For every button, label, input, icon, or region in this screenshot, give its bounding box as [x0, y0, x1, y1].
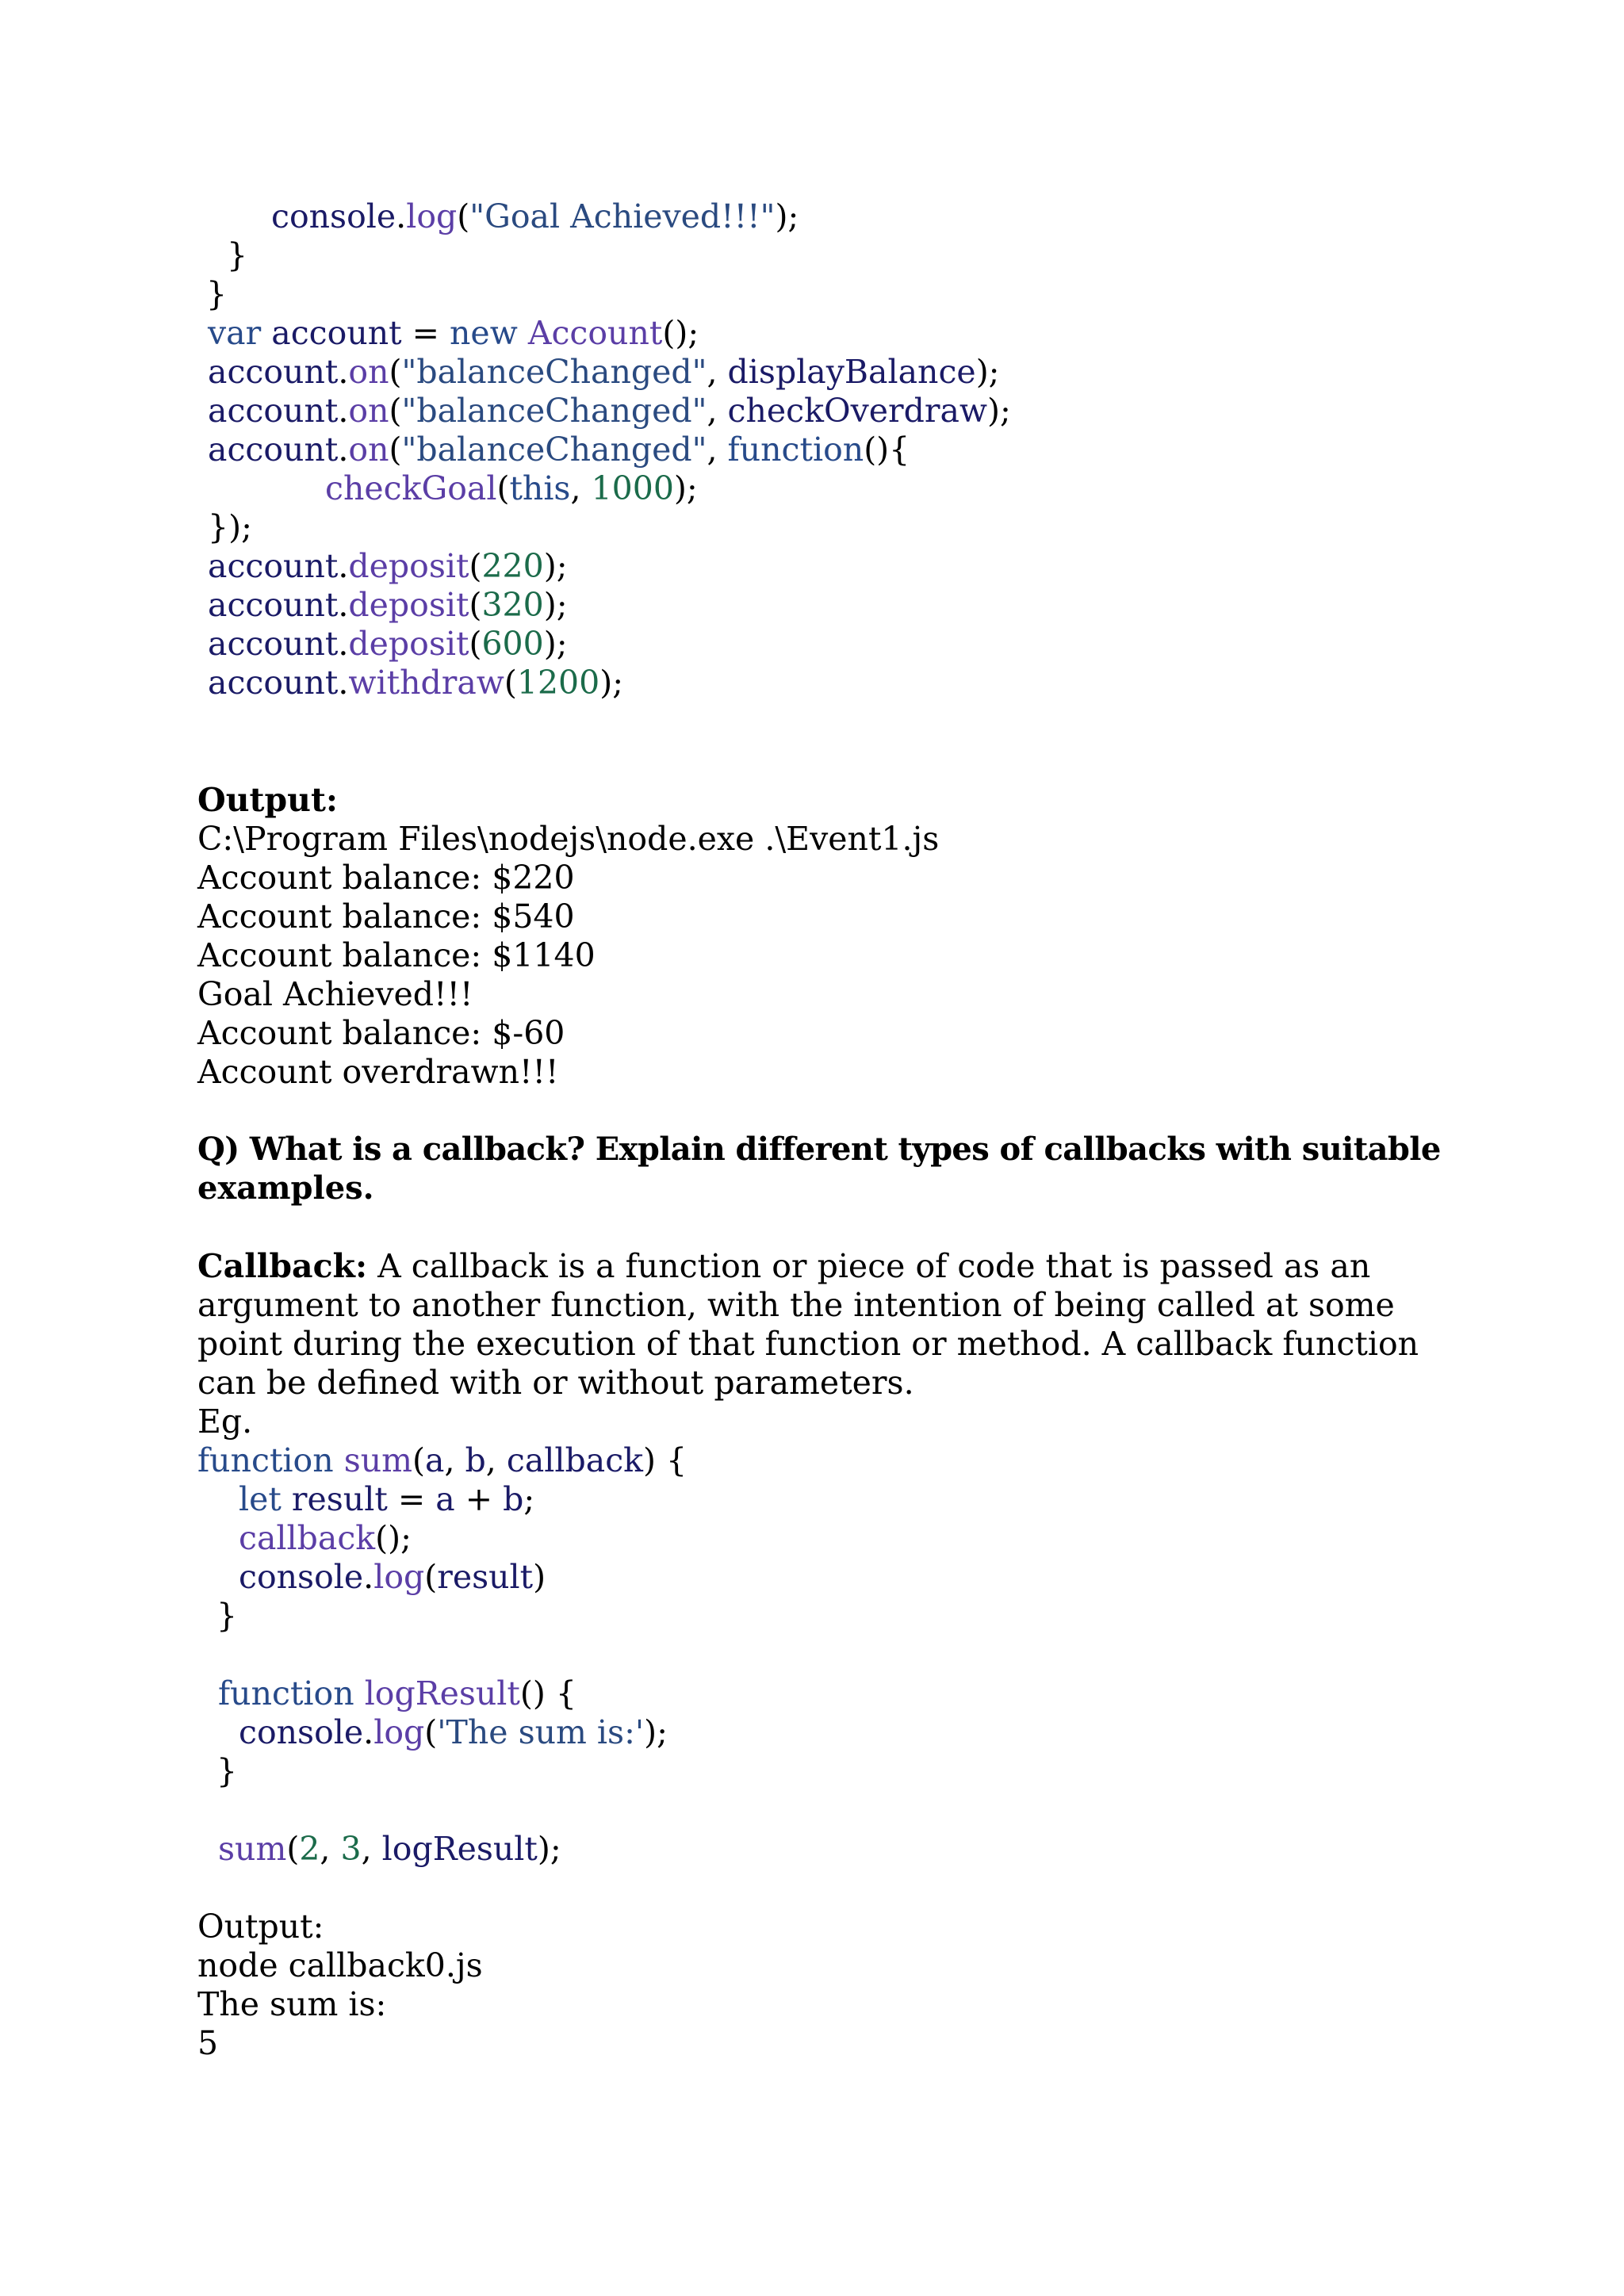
code-token: Account	[527, 314, 663, 352]
code-line	[239, 1519, 412, 1557]
code-token: sum	[343, 1441, 413, 1479]
code-token: logResult	[381, 1830, 538, 1868]
code-token: function	[197, 1441, 334, 1479]
code-token: account	[208, 625, 339, 663]
output-line: Goal Achieved!!!	[197, 975, 473, 1013]
code-token: "Goal Achieved!!!"	[469, 197, 776, 235]
output-line: The sum is:	[197, 1985, 387, 2023]
code-token: result	[437, 1558, 534, 1596]
code-line: account.deposit(220);	[208, 547, 568, 585]
code-token: 3	[340, 1830, 362, 1868]
code-line: account.withdraw(1200);	[208, 664, 624, 702]
code-token: account	[208, 430, 339, 469]
question-heading-continued: examples.	[197, 1169, 374, 1207]
code-token: new	[450, 314, 518, 352]
code-token: b	[503, 1480, 524, 1518]
code-token: console	[239, 1713, 364, 1751]
code-line	[216, 1597, 237, 1635]
code-token: checkOverdraw	[727, 392, 988, 430]
code-token: var	[208, 314, 262, 352]
output-line: Account balance: $540	[197, 897, 575, 936]
code-token: () {	[519, 1674, 577, 1712]
output-heading: Output:	[197, 781, 339, 819]
code-token: on	[348, 353, 389, 391]
code-token: 1000	[591, 469, 674, 507]
code-token: 220	[481, 547, 544, 585]
callback-definition	[197, 1247, 1434, 1402]
code-token: function	[218, 1674, 354, 1712]
code-line	[208, 508, 252, 546]
code-token: 600	[481, 625, 544, 663]
code-token: account	[208, 586, 339, 624]
code-token: checkGoal	[325, 469, 497, 507]
code-line: console.log('The sum is:');	[239, 1713, 668, 1751]
code-token: account	[208, 353, 339, 391]
code-token: }	[216, 1752, 238, 1790]
code-line: checkGoal(this, 1000);	[325, 469, 698, 507]
code-token: .	[396, 197, 407, 235]
code-token: );	[775, 197, 799, 235]
code-line: let result = a + b;	[239, 1480, 535, 1518]
output-heading: Output:	[197, 1908, 324, 1946]
code-line	[206, 275, 227, 313]
code-token: "balanceChanged"	[401, 392, 707, 430]
code-token: b	[465, 1441, 486, 1479]
code-token: let	[239, 1480, 282, 1518]
code-token: }	[216, 1597, 238, 1635]
code-token: account	[271, 314, 402, 352]
code-line: sum(2, 3, logResult);	[218, 1830, 561, 1868]
code-token: deposit	[348, 547, 469, 585]
code-token: 1200	[516, 664, 600, 702]
code-token: result	[291, 1480, 388, 1518]
code-token: log	[373, 1558, 425, 1596]
callback-label: Callback:	[197, 1247, 368, 1285]
code-token: 'The sum is:'	[437, 1713, 645, 1751]
code-token: });	[208, 508, 252, 546]
code-line	[271, 197, 799, 235]
code-line: account.deposit(320);	[208, 586, 568, 624]
code-token: deposit	[348, 586, 469, 624]
code-line: console.log(result)	[239, 1558, 546, 1596]
code-line: function sum(a, b, callback) {	[197, 1441, 688, 1479]
code-token: log	[406, 197, 458, 235]
example-label: Eg.	[197, 1402, 253, 1441]
code-token: ) {	[643, 1441, 688, 1479]
code-token: withdraw	[348, 664, 504, 702]
code-line: account.on("balanceChanged", function(){	[208, 430, 910, 469]
output-line: 5	[197, 2024, 219, 2062]
code-token: );	[673, 469, 698, 507]
output-line: Account balance: $-60	[197, 1014, 565, 1052]
code-line	[227, 236, 247, 274]
code-line: account.on("balanceChanged", displayBalance);	[208, 353, 1000, 391]
code-token: callback	[506, 1441, 644, 1479]
code-token: a	[425, 1441, 445, 1479]
code-line	[218, 1674, 576, 1712]
code-token: console	[239, 1558, 364, 1596]
code-token: ();	[375, 1519, 412, 1557]
code-token: function	[727, 430, 864, 469]
code-token: log	[373, 1713, 425, 1751]
code-token: callback	[239, 1519, 376, 1557]
code-line: account.deposit(600);	[208, 625, 568, 663]
code-token: );	[975, 353, 1000, 391]
code-token: console	[271, 197, 396, 235]
code-line: account.on("balanceChanged", checkOverdraw);	[208, 392, 1011, 430]
code-token: on	[348, 430, 389, 469]
code-token: account	[208, 664, 339, 702]
code-token: sum	[218, 1830, 287, 1868]
code-token: =	[401, 314, 450, 352]
code-line	[216, 1752, 237, 1790]
code-token: account	[208, 392, 339, 430]
code-token: on	[348, 392, 389, 430]
code-token: this	[509, 469, 571, 507]
code-token: }	[227, 236, 248, 274]
output-line: C:\Program Files\nodejs\node.exe .\Event1.js	[197, 820, 940, 858]
code-token: deposit	[348, 625, 469, 663]
code-token: 320	[481, 586, 544, 624]
output-line: Account balance: $1140	[197, 936, 596, 974]
question-heading: Q) What is a callback? Explain different types of callbacks with suitable	[197, 1131, 1441, 1168]
code-token: ();	[662, 314, 699, 352]
code-token: a	[435, 1480, 455, 1518]
code-token: displayBalance	[727, 353, 976, 391]
output-line: Account overdrawn!!!	[197, 1053, 559, 1091]
code-token: 2	[299, 1830, 320, 1868]
output-line: Account balance: $220	[197, 859, 575, 897]
code-token: }	[206, 275, 228, 313]
code-token: account	[208, 547, 339, 585]
code-token: );	[537, 1830, 561, 1868]
code-token: (){	[864, 430, 910, 469]
code-token: "balanceChanged"	[401, 430, 707, 469]
output-line: node callback0.js	[197, 1946, 483, 1984]
code-token: logResult	[364, 1674, 520, 1712]
callback-text: A callback is a function or piece of code that is passed as an argument to another function, with the intention of being called at some point during the execution of that function or method. A callback function can be defined with or without parameters.	[197, 1247, 1419, 1402]
code-token: (	[457, 197, 470, 235]
code-line	[208, 314, 699, 352]
code-token: "balanceChanged"	[401, 353, 707, 391]
code-token: );	[987, 392, 1011, 430]
